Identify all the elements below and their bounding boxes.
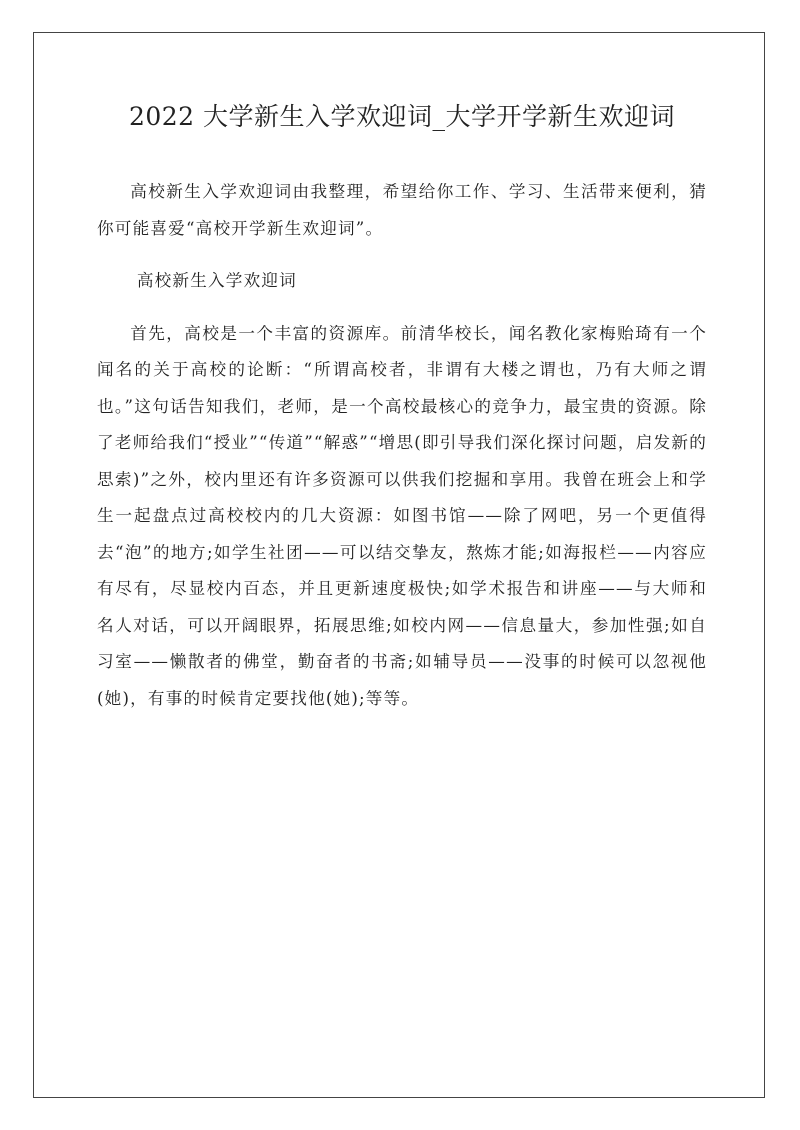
document-content [97,95,707,733]
body-paragraph: 首先，高校是一个丰富的资源库。前清华校长，闻名教化家梅贻琦有一个闻名的关于高校的论断：“所谓高校者，非谓有大楼之谓也，乃有大师之谓也。”这句话告知我们，老师，是一个高校最核心的竞争力，最宝贵的资源。除了老师给我们“授业”“传道”“解惑”“增思(即引导我们深化探讨问题，启发新的思索)”之外，校内里还有许多资源可以供我们挖掘和享用。我曾在班会上和学生一起盘点过高校校内的几大资源：如图书馆——除了网吧，另一个更值得去“泡”的地方;如学生社团——可以结交挚友，熬炼才能;如海报栏——内容应有尽有，尽显校内百态，并且更新速度极快;如学术报告和讲座——与大师和名人对话，可以开阔眼界，拓展思维;如校内网——信息量大，参加性强;如自习室——懒散者的佛堂，勤奋者的书斋;如辅导员——没事的时候可以忽视他(她)，有事的时候肯定要找他(她);等等。 [97,323,707,708]
document-body [97,174,707,717]
intro-paragraph: 高校新生入学欢迎词由我整理，希望给你工作、学习、生活带来便利，猜你可能喜爱“高校开学新生欢迎词”。 [97,182,707,238]
document-title: 2022 大学新生入学欢迎词_大学开学新生欢迎词 [128,102,676,131]
section-heading: 高校新生入学欢迎词 [136,271,297,290]
